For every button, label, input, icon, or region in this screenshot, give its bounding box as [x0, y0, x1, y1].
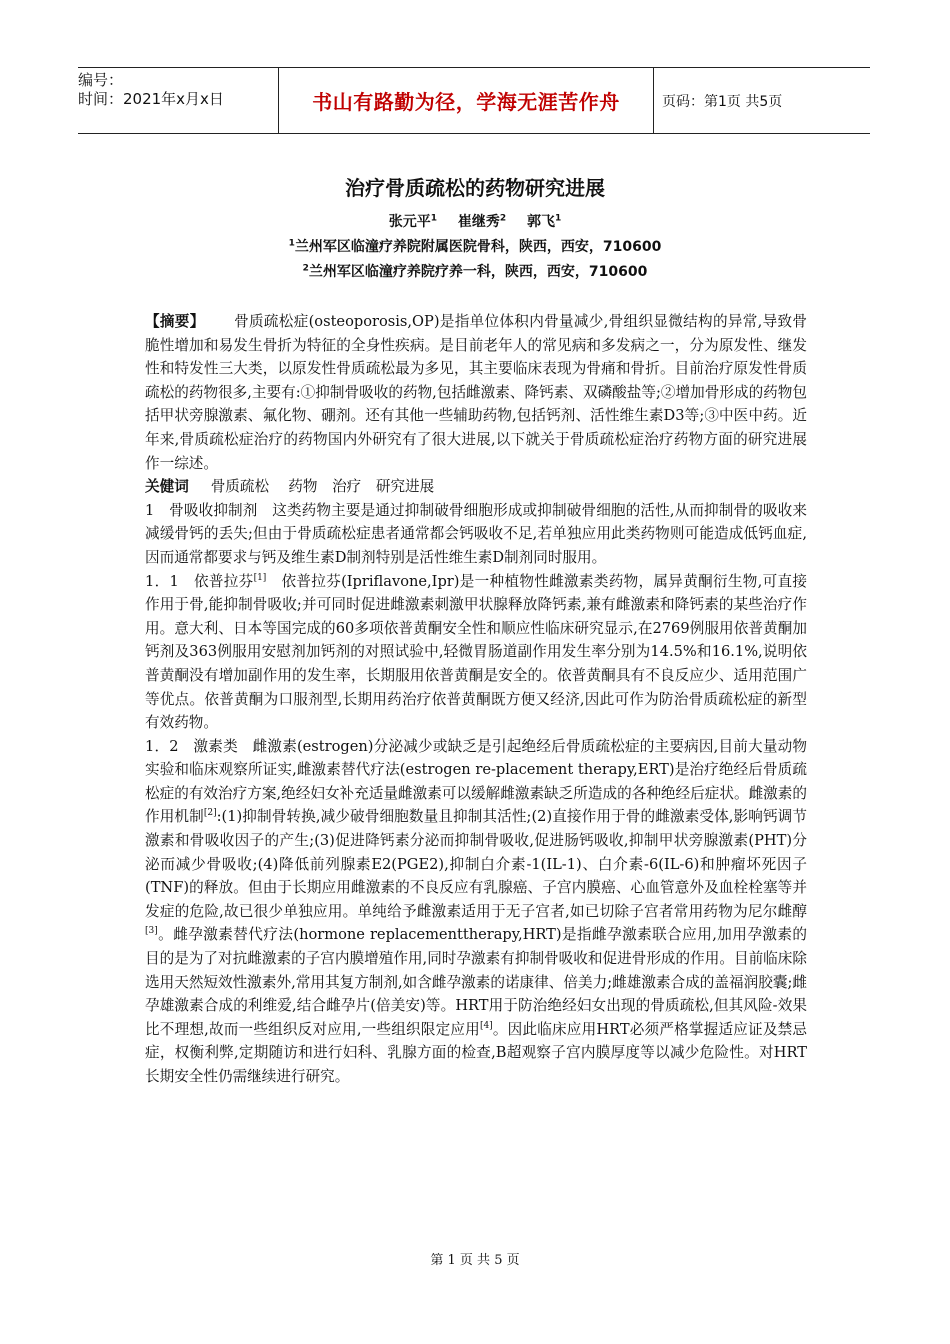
keywords-label: 关健词 — [145, 478, 189, 496]
header-meta — [78, 68, 278, 133]
section-1-1: 1．1 依普拉芬[1] 依普拉芬(Ipriflavone,Ipr)是一种植物性雌激素类药物，属异黄酮衍生物,可直接作用于骨,能抑制骨吸收;并可同时促进雌激素刺激甲状腺释放降钙素,兼有雌激素和降钙素的某些治疗作用。意大利、日本等国完成的60多项依普黄酮安全性和顺应性临床研究显示,在2769例服用依普黄酮加钙剂及363例服用安慰剂加钙剂的对照试验中,轻微胃肠道副作用发生率分别为14.5%和16.1%,说明依普黄酮没有增加副作用的发生率，长期服用依普黄酮是安全的。依普黄酮具有不良反应少、适用范围广等优点。依普黄酮为口服剂型,长期用药治疗依普黄酮既方便又经济,因此可作为防治骨质疏松症的新型有效药物。 — [145, 572, 807, 732]
ref-2: [2] — [203, 808, 217, 819]
author-2: 崔继秀$^2$ — [457, 213, 507, 230]
header-page-label: 页码：第1页 共5页 — [662, 93, 783, 110]
author-1: 张元平$^1$ — [388, 213, 437, 230]
article-body — [145, 310, 807, 1089]
affiliation-2: $^2$兰州军区临潼疗养院疗养一科，陕西，西安，710600 — [302, 263, 648, 280]
header-motto: 书山有路勤为径，学海无涯苦作舟 — [278, 68, 654, 133]
ref-1: [1] — [253, 572, 267, 583]
abstract-paragraph — [145, 310, 807, 475]
section-1: 1 骨吸收抑制剂 这类药物主要是通过抑制破骨细胞形成或抑制破骨细胞的活性,从而抑制骨的吸收来减缓骨钙的丢失;但由于骨质疏松症患者通常都会钙吸收不足,若单独应用此类药物则可能造成低钙血症,因而通常都要求与钙及维生素D制剂特别是活性维生素D制剂同时服用。 — [145, 501, 807, 566]
page-header — [78, 67, 870, 134]
author-3: 郭飞$^1$ — [527, 213, 562, 230]
abstract-label: 【摘要】 — [145, 313, 205, 330]
document-title: 治疗骨质疏松的药物研究进展 — [345, 176, 605, 200]
abstract-text: 骨质疏松症(osteoporosis,OP)是指单位体积内骨量减少,骨组织显微结构的异常,导致骨脆性增加和易发生骨折为特征的全身性疾病。是目前老年人的常见病和多发病之一，分为原发性、继发性和特发性三大类，以原发性骨质疏松最为多见，其主要临床表现为骨痛和骨折。目前治疗原发性骨质疏松的药物很多,主要有:①抑制骨吸收的药物,包括雌激素、降钙素、双磷酸盐等;②增加骨形成的药物包括甲状旁腺激素、氟化物、硼剂。还有其他一些辅助药物,包括钙剂、活性维生素D3等;③中医中药。近年来,骨质疏松症治疗的药物国内外研究有了很大进展,以下就关于骨质疏松症治疗药物方面的研究进展作一综述。 — [145, 313, 807, 472]
affiliation-1: $^1$兰州军区临潼疗养院附属医院骨科，陕西，西安，710600 — [288, 238, 662, 255]
keywords-text: 骨质疏松 药物 治疗 研究进展 — [210, 478, 435, 496]
page-footer: 第 1 页 共 5 页 — [430, 1253, 520, 1268]
number-label: 编号： — [78, 71, 124, 89]
ref-4: [4] — [479, 1020, 493, 1031]
author-line — [0, 211, 950, 231]
keywords-paragraph — [145, 475, 807, 499]
ref-3: [3] — [145, 926, 158, 937]
time-label: 时间：2021年x月x日 — [78, 90, 224, 108]
section-1-2: 1．2 激素类 雌激素(estrogen)分泌减少或缺乏是引起绝经后骨质疏松症的主要病因,目前大量动物实验和临床观察所证实,雌激素替代疗法(estrogen re-placement therapy,ERT)是治疗绝经后骨质疏松症的有效治疗方案,绝经妇女补充适量雌激素可以缓解雌激素缺乏所造成的各种绝经后症状。雌激素的作用机制[2]:(1)抑制骨转换,减少破骨细胞数量且抑制其活性;(2)直接作用于骨的雌激素受体,影响钙调节激素和骨吸收因子的产生;(3)促进降钙素分泌而抑制骨吸收,促进肠钙吸收,抑制甲状旁腺激素(PHT)分泌而减少骨吸收;(4)降低前列腺素E2(PGE2),抑制白介素-1(IL-1)、白介素-6(IL-6)和肿瘤坏死因子(TNF)的释放。但由于长期应用雌激素的不良反应有乳腺癌、子宫内膜癌、心血管意外及血栓栓塞等并发症的危险,故已很少单独应用。单纯给予雌激素适用于无子宫者,如已切除子宫者常用药物为尼尔雌醇[3]。雌孕激素替代疗法(hormone replacementtherapy,HRT)是指雌孕激素联合应用,加用孕激素的目的是为了对抗雌激素的子宫内膜增殖作用,同时孕激素有抑制骨吸收和促进骨形成的作用。目前临床除选用天然短效性激素外,常用其复方制剂,如含雌孕激素的诺康律、倍美力;雌雄激素合成的盖福润胶囊;雌孕雄激素合成的利维爱,结合雌孕片(倍美安)等。HRT用于防治绝经妇女出现的骨质疏松,但其风险-效果比不理想,故而一些组织反对应用,一些组织限定应用[4]。因此临床应用HRT必须严格掌握适应证及禁忌症，权衡利弊,定期随访和进行妇科、乳腺方面的检查,B超观察子宫内膜厚度等以减少危险性。对HRT长期安全性仍需继续进行研究。 — [145, 737, 807, 1085]
